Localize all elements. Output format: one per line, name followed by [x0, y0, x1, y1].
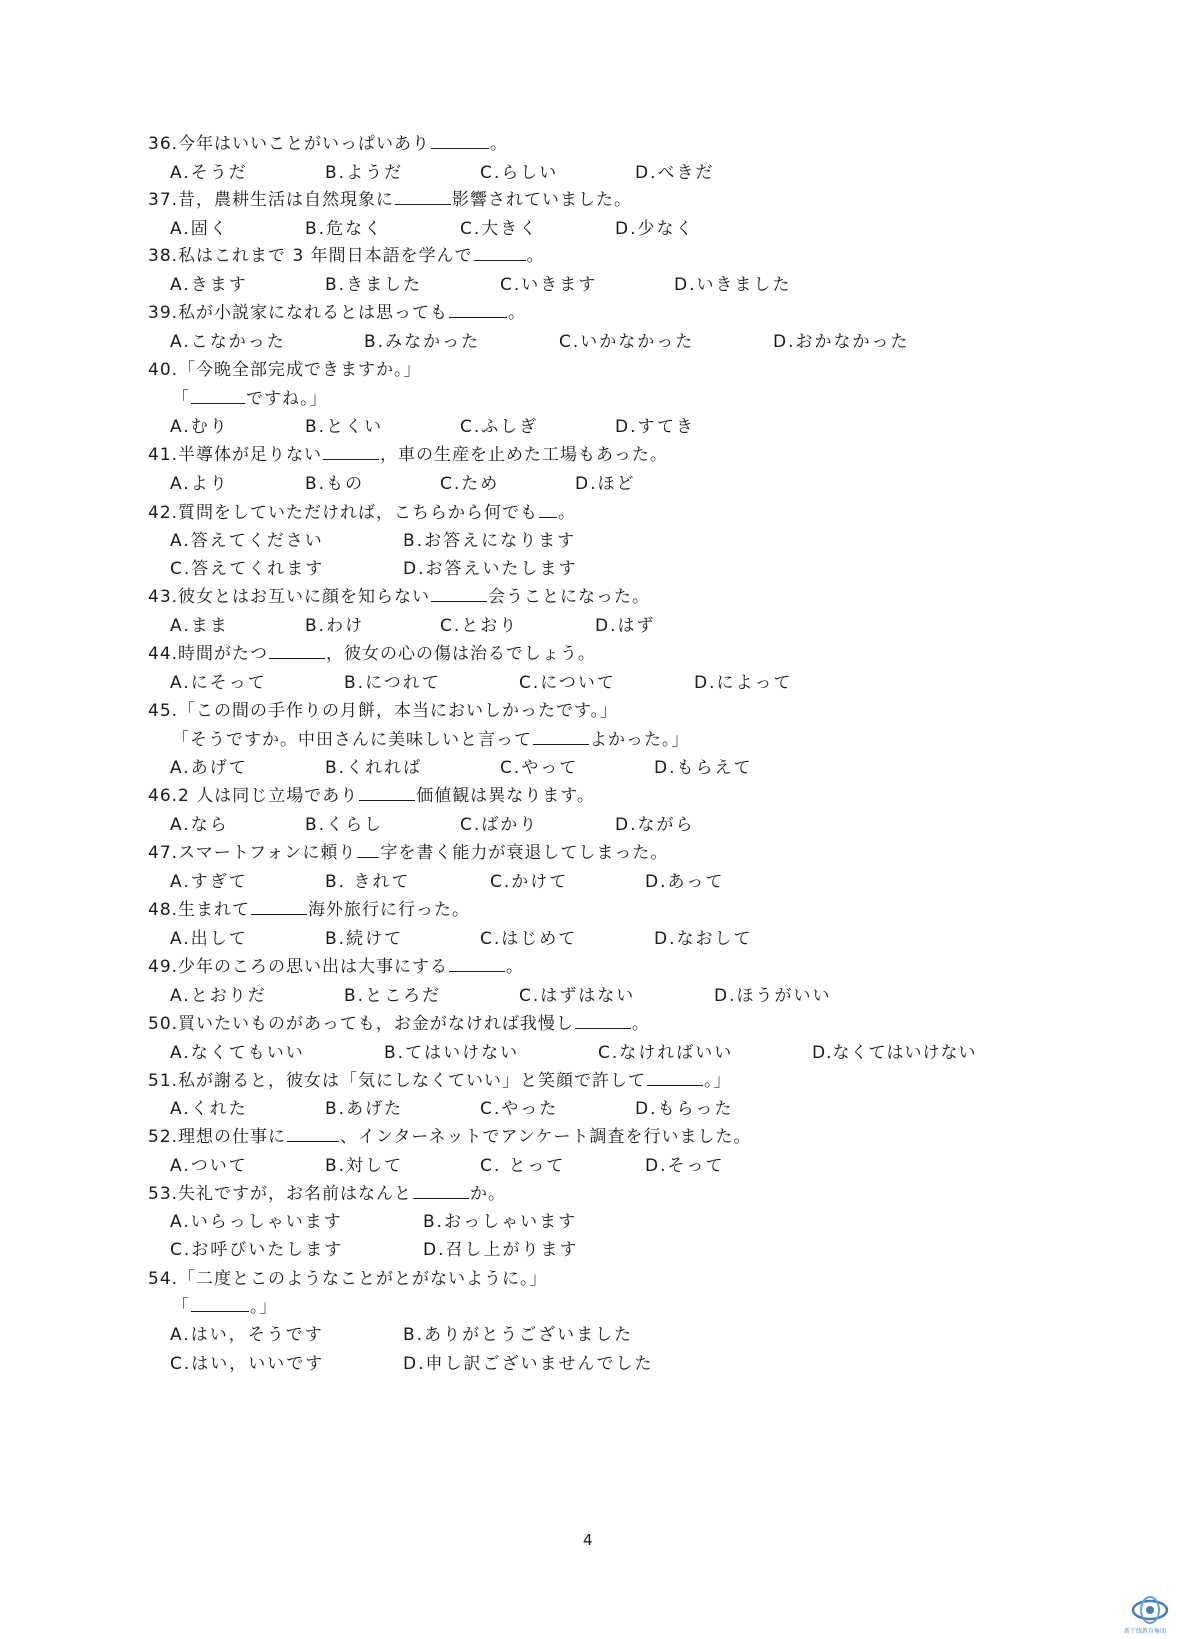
option-d: D.召し上がります	[423, 1240, 579, 1260]
option-c: C.はずはない	[519, 986, 636, 1006]
answer-blank	[357, 842, 379, 858]
option-c: C.いかなかった	[559, 332, 695, 352]
answer-blank	[413, 1183, 469, 1199]
stem-text: 。	[506, 957, 525, 977]
option-d: D.ほうがいい	[714, 986, 832, 1006]
option-c: C.やった	[480, 1099, 559, 1119]
stem-text: 。	[558, 503, 577, 523]
question-36-stem	[148, 133, 508, 155]
question-39-stem	[148, 302, 526, 324]
option-a: A.なくてもいい	[170, 1043, 305, 1063]
stem-text: 48.生まれて	[148, 900, 251, 920]
question-52-stem	[148, 1126, 752, 1148]
option-d: D.なおして	[654, 929, 753, 949]
option-d: D.はず	[595, 616, 656, 636]
question-54-stem	[148, 1268, 548, 1290]
option-a: A.こなかった	[170, 332, 286, 352]
stem-text: 「そうですか。中田さんに美味しいと言って	[172, 730, 532, 750]
option-c: C.とおり	[440, 616, 519, 636]
stem-text: 。	[526, 246, 545, 266]
stem-text: 。	[508, 303, 527, 323]
option-a: A.すぎて	[170, 872, 248, 892]
question-50-stem	[148, 1013, 650, 1035]
stem-text: 。	[490, 134, 509, 154]
option-d: D.べきだ	[635, 163, 715, 183]
stem-text: 39.私が小説家になれるとは思っても	[148, 303, 449, 323]
answer-blank	[431, 133, 489, 149]
stem-text: 40.「今晩全部完成できますか。」	[148, 360, 422, 380]
option-a: A.あげて	[170, 758, 248, 778]
stem-text: 52.理想の仕事に	[148, 1127, 287, 1147]
page-number: 4	[583, 1531, 593, 1549]
question-48-stem	[148, 899, 470, 921]
option-b: B.もの	[305, 474, 365, 494]
option-b: B.おっしゃいます	[423, 1212, 578, 1232]
question-40-stem	[148, 359, 422, 381]
stem-text: 価値観は異なります。	[416, 786, 595, 806]
answer-blank	[191, 1296, 249, 1312]
option-b: B.ようだ	[325, 163, 404, 183]
option-d: D.ながら	[615, 815, 695, 835]
option-d: D.申し訳ございませんでした	[403, 1354, 654, 1374]
answer-blank	[431, 586, 487, 602]
option-b: B.てはいけない	[384, 1043, 520, 1063]
question-51-stem	[148, 1070, 732, 1092]
stem-text: 「	[172, 1297, 190, 1317]
stem-text: 「	[172, 389, 190, 409]
stem-text: 43.彼女とはお互いに顔を知らない	[148, 587, 431, 607]
stem-text: 。」	[250, 1297, 278, 1317]
question-38-stem	[148, 245, 545, 267]
option-c: C.はい，いいです	[170, 1354, 325, 1374]
option-d: D.ほど	[575, 474, 636, 494]
answer-blank	[449, 302, 507, 318]
option-c: C.について	[519, 673, 616, 693]
answer-blank	[191, 388, 245, 404]
option-b: B.くれれば	[325, 758, 423, 778]
option-d: D.あって	[645, 872, 725, 892]
stem-text: 、インターネットでアンケート調査を行いました。	[340, 1127, 752, 1147]
stem-text: 50.買いたいものがあっても，お金がなければ我慢し	[148, 1014, 574, 1034]
option-a: A.とおりだ	[170, 986, 267, 1006]
question-53-stem	[148, 1183, 506, 1205]
stem-text: 影響されていました。	[452, 190, 633, 210]
option-b: B.続けて	[325, 929, 404, 949]
stem-text: 44.時間がたつ	[148, 644, 269, 664]
option-a: A.そうだ	[170, 163, 248, 183]
option-b: B. きれて	[325, 872, 411, 892]
option-c: C.ため	[440, 474, 500, 494]
stem-text: 36.今年はいいことがいっぱいあり	[148, 134, 431, 154]
option-b: B.お答えになります	[403, 531, 577, 551]
question-54-reply	[172, 1296, 278, 1318]
stem-text: ，彼女の心の傷は治るでしょう。	[326, 644, 596, 664]
option-b: B.対して	[325, 1156, 404, 1176]
option-a: A.きます	[170, 275, 248, 295]
question-41-stem	[148, 444, 668, 466]
option-c: C.ふしぎ	[460, 417, 539, 437]
answer-blank	[449, 956, 505, 972]
answer-blank	[359, 785, 415, 801]
option-c: C.お呼びいたします	[170, 1240, 344, 1260]
option-a: A.はい，そうです	[170, 1325, 324, 1345]
answer-blank	[269, 643, 325, 659]
option-c: C.答えてくれます	[170, 559, 325, 579]
option-b: B.とくい	[305, 417, 384, 437]
option-d: D.によって	[694, 673, 793, 693]
option-a: A.固く	[170, 219, 229, 239]
stem-text: 41.半導体が足りない	[148, 445, 323, 465]
option-b: B.につれて	[344, 673, 441, 693]
stem-text: 51.私が謝ると，彼女は「気にしなくていい」と笑顔で許して	[148, 1071, 647, 1091]
option-a: A.まま	[170, 616, 229, 636]
option-c: C.大きく	[460, 219, 539, 239]
stem-text: 会うことになった。	[488, 587, 651, 607]
stem-text: 。	[631, 1014, 650, 1034]
question-42-stem	[148, 502, 576, 524]
stem-text: 54.「二度とこのようなことがとがないように。」	[148, 1269, 548, 1289]
option-c: C.はじめて	[480, 929, 578, 949]
stem-text: 37.昔，農耕生活は自然現象に	[148, 190, 395, 210]
answer-blank	[323, 444, 379, 460]
question-44-stem	[148, 643, 596, 665]
question-45-stem	[148, 700, 618, 722]
answer-blank	[395, 189, 451, 205]
option-c: C.らしい	[480, 163, 559, 183]
answer-blank	[539, 502, 557, 518]
option-a: A.より	[170, 474, 229, 494]
option-c: C.なければいい	[598, 1043, 734, 1063]
stem-text: 海外旅行に行った。	[308, 900, 471, 920]
stem-text: よかった。」	[590, 730, 690, 750]
option-c: C. とって	[480, 1156, 566, 1176]
question-40-reply	[172, 388, 328, 410]
option-d: D.少なく	[615, 219, 695, 239]
option-a: A.ついて	[170, 1156, 248, 1176]
stem-text: 46.2 人は同じ立場であり	[148, 786, 359, 806]
answer-blank	[575, 1013, 631, 1029]
option-c: C.かけて	[490, 872, 569, 892]
option-a: A.にそって	[170, 673, 267, 693]
option-c: C.やって	[500, 758, 579, 778]
answer-blank	[533, 729, 589, 745]
option-b: B.みなかった	[364, 332, 481, 352]
option-b: B.きました	[325, 275, 423, 295]
option-d: D.いきました	[674, 275, 792, 295]
stem-text: 。」	[704, 1071, 732, 1091]
option-a: A.出して	[170, 929, 248, 949]
option-a: A.なら	[170, 815, 229, 835]
stem-text: 42.質問をしていただければ，こちらから何でも	[148, 503, 539, 523]
option-c: C.いきます	[500, 275, 598, 295]
answer-blank	[251, 899, 307, 915]
publisher-name: 新干线教育集团	[1124, 1628, 1167, 1635]
option-b: B.ありがとうございました	[403, 1325, 634, 1345]
option-a: A.いらっしゃいます	[170, 1212, 343, 1232]
answer-blank	[474, 245, 526, 261]
option-b: B.危なく	[305, 219, 384, 239]
question-49-stem	[148, 956, 524, 978]
stem-text: か。	[470, 1184, 507, 1204]
question-46-stem	[148, 785, 595, 807]
option-a: A.むり	[170, 417, 229, 437]
option-b: B.ところだ	[344, 986, 442, 1006]
option-b: B.くらし	[305, 815, 384, 835]
stem-text: ですね。」	[246, 389, 328, 409]
stem-text: 字を書く能力が衰退してしまった。	[380, 843, 669, 863]
option-c: C.ばかり	[460, 815, 539, 835]
option-b: B.わけ	[305, 616, 365, 636]
option-a: A.くれた	[170, 1099, 248, 1119]
option-d: D.お答えいたします	[403, 559, 578, 579]
stem-text: 49.少年のころの思い出は大事にする	[148, 957, 449, 977]
stem-text: 47.スマートフォンに頼り	[148, 843, 357, 863]
answer-blank	[287, 1126, 339, 1142]
question-45-reply	[172, 729, 690, 751]
option-d: D.もらった	[635, 1099, 734, 1119]
option-d: D.おかなかった	[773, 332, 910, 352]
question-37-stem	[148, 189, 632, 211]
stem-text: ，車の生産を止めた工場もあった。	[380, 445, 668, 465]
option-d: D.すてき	[615, 417, 696, 437]
question-47-stem	[148, 842, 668, 864]
option-d: D.なくてはいけない	[812, 1043, 977, 1063]
option-d: D.そって	[645, 1156, 725, 1176]
question-43-stem	[148, 586, 650, 608]
answer-blank	[647, 1070, 703, 1086]
stem-text: 53.失礼ですが，お名前はなんと	[148, 1184, 413, 1204]
option-a: A.答えてください	[170, 531, 324, 551]
stem-text: 38.私はこれまで 3 年間日本語を学んで	[148, 246, 473, 266]
stem-text: 45.「この間の手作りの月餅，本当においしかったです。」	[148, 701, 619, 721]
option-b: B.あげた	[325, 1099, 404, 1119]
option-d: D.もらえて	[654, 758, 753, 778]
